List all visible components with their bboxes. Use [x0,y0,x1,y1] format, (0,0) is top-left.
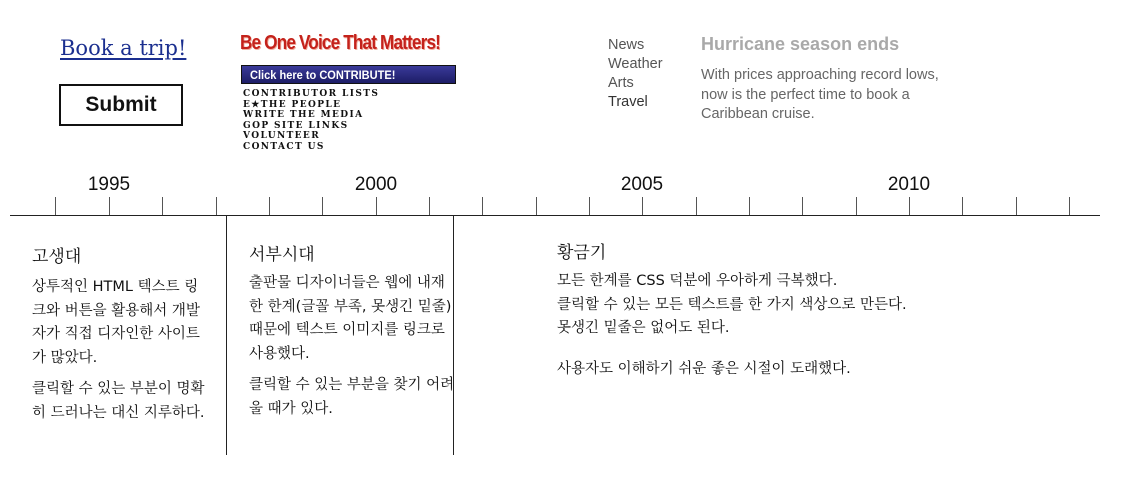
banner-slogan[interactable]: Be One Voice That Matters! [240,32,441,54]
era-title-wild-west: 서부시대 [249,245,315,265]
era-paragraph: 클릭할 수 있는 부분이 명확히 드러나는 대신 지루하다. [32,381,205,421]
link-contributor-lists[interactable]: CONTRIBUTOR LISTS [243,89,380,99]
timeline-tick [802,197,803,215]
contribute-button[interactable] [241,65,456,84]
era-description-paleozoic [32,276,208,433]
timeline-axis [10,215,1100,216]
link-write-the-media[interactable]: WRITE THE MEDIA [243,110,364,120]
link-gop-site-links[interactable]: GOP SITE LINKS [243,120,349,131]
timeline-tick [696,197,697,215]
era-paragraph: 상투적인 HTML 텍스트 링크와 버튼을 활용해서 개발자가 직접 디자인한 사이트가 많았다. [32,279,200,366]
timeline-tick [482,197,483,215]
link-contact-us[interactable]: CONTACT US [243,141,325,152]
timeline-tick [1069,197,1070,215]
timeline-tick [322,197,323,215]
era-description-golden-age [557,270,987,389]
timeline-tick [909,197,910,215]
era-description-wild-west [249,272,455,429]
year-label-2010: 2010 [887,174,931,195]
timeline-tick [109,197,110,215]
gop-link-list [243,89,379,152]
era-paragraph: 모든 한계를 CSS 덕분에 우아하게 극복했다. 클릭할 수 있는 모든 텍스트를 한 가지 색상으로 만든다. 못생긴 밑줄은 없어도 된다. [557,273,907,336]
timeline-tick [55,197,56,215]
timeline-tick [642,197,643,215]
link-e-the-people[interactable]: E★THE PEOPLE [243,99,342,110]
nav-link-weather[interactable]: Weather [608,56,663,72]
timeline-tick [962,197,963,215]
nav-link-arts[interactable]: Arts [608,75,634,91]
year-label-2005: 2005 [620,174,664,195]
link-volunteer[interactable]: VOLUNTEER [243,131,321,141]
timeline-tick [536,197,537,215]
era-paragraph: 출판물 디자이너들은 웹에 내재한 한계(글꼴 부족, 못생긴 밑줄) 때문에 텍스트 이미지를 링크로 사용했다. [249,275,452,362]
timeline-tick [429,197,430,215]
timeline-tick [269,197,270,215]
timeline-tick [856,197,857,215]
era-divider-1 [226,215,227,455]
year-label-2000: 2000 [354,174,398,195]
hurricane-headline-link[interactable]: Hurricane season ends [701,34,900,54]
era-paragraph: 사용자도 이해하기 쉬운 좋은 시절이 도래했다. [557,360,851,377]
era-paragraph: 클릭할 수 있는 부분을 찾기 어려울 때가 있다. [249,377,455,417]
contribute-button-label: Click here to CONTRIBUTE! [250,67,396,82]
timeline-tick [162,197,163,215]
timeline-tick [749,197,750,215]
nav-link-travel[interactable]: Travel [608,94,648,110]
timeline-tick [1016,197,1017,215]
timeline-tick [376,197,377,215]
timeline-tick [589,197,590,215]
book-a-trip-link[interactable]: Book a trip! [60,36,187,60]
nav-link-news[interactable]: News [608,37,645,53]
year-label-1995: 1995 [87,174,131,195]
nav-link-list [608,36,663,112]
era-title-paleozoic: 고생대 [32,247,82,267]
submit-button[interactable]: Submit [59,84,183,126]
timeline-tick [216,197,217,215]
era-title-golden-age: 황금기 [557,243,607,263]
hurricane-article-text: With prices approaching record lows, now is the perfect time to book a Caribbean cruise. [701,67,939,122]
